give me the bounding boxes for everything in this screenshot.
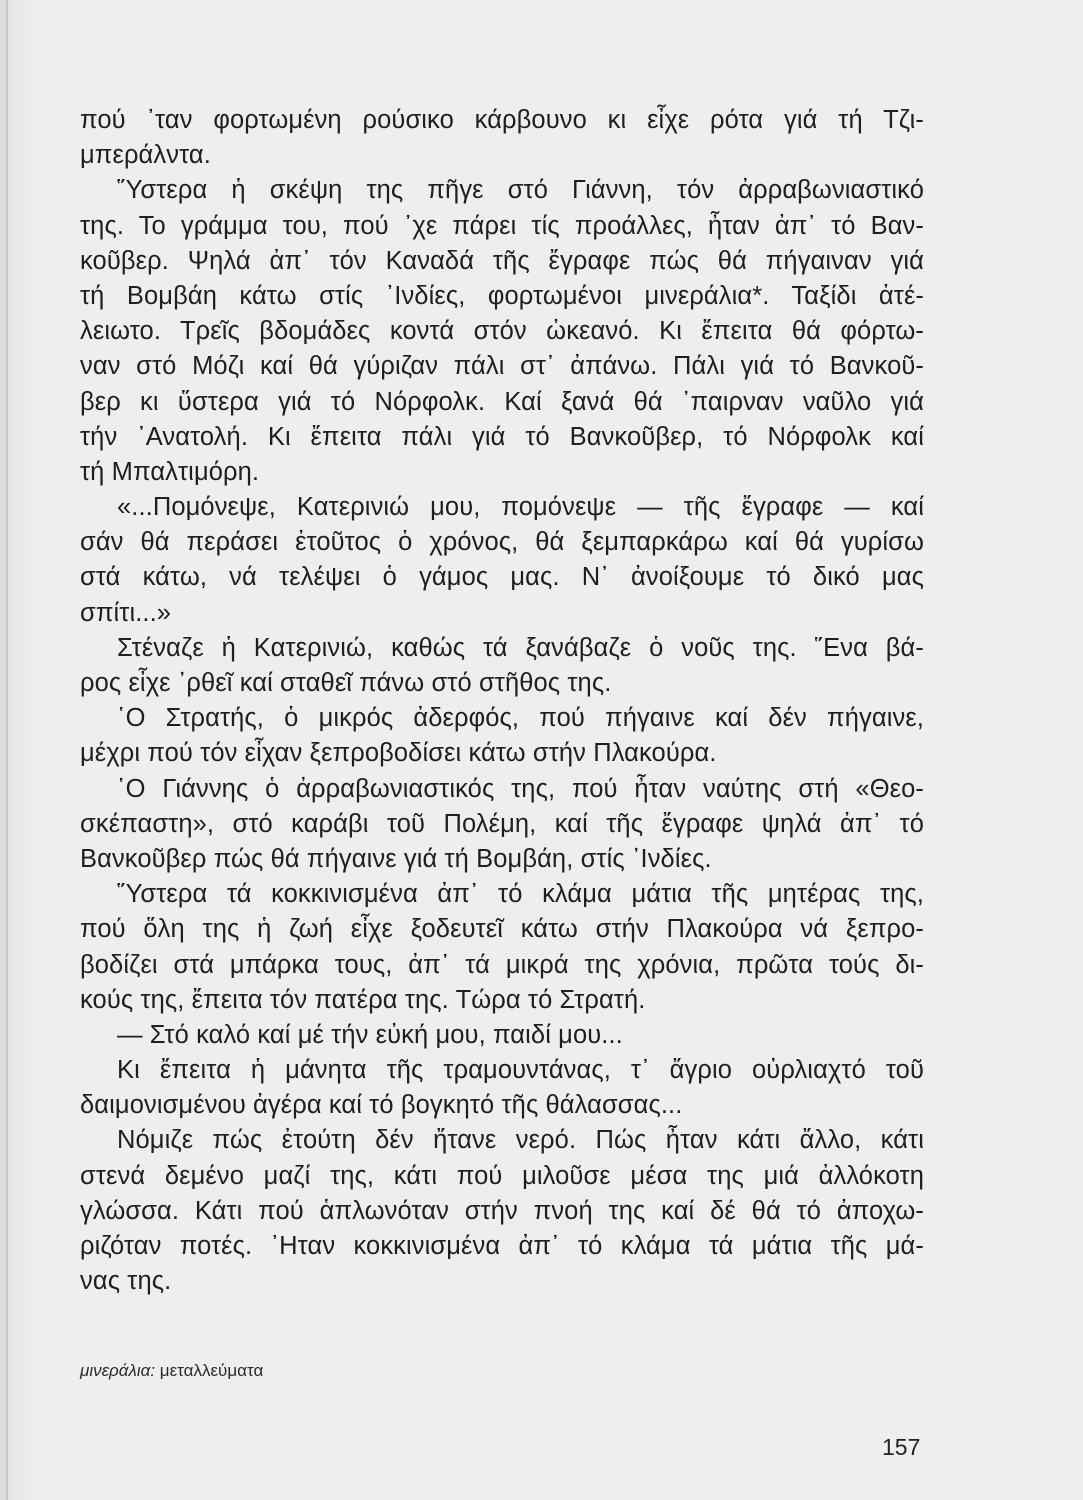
text-line: κούς της, ἔπειτα τόν πατέρα της. Τώρα τό Στρατή. — [80, 985, 646, 1014]
text-line: στά κάτω, νά τελέψει ὁ γάμος μας. Ν᾽ ἀνοίξουμε τό δικό μας — [80, 563, 924, 592]
text-line: Κι ἔπειτα ἡ μάνητα τῆς τραμουντάνας, τ᾽ ἄγριο οὐρλιαχτό τοῦ — [117, 1056, 924, 1085]
text-line: τήν ᾽Ανατολή. Κι ἔπειτα πάλι γιά τό Βανκοῦβερ, τό Νόρφολκ καί — [80, 422, 924, 451]
text-line: πού ὅλη της ἡ ζωή εἶχε ξοδευτεῖ κάτω στήν Πλακούρα νά ξεπρο- — [80, 915, 924, 944]
page-number: 157 — [882, 1434, 921, 1460]
text-line: ναν στό Μόζι καί θά γύριζαν πάλι στ᾽ ἀπάνω. Πάλι γιά τό Βανκοῦ- — [80, 352, 924, 381]
text-line: δαιμονισμένου ἀγέρα καί τό βογκητό τῆς θάλασσας... — [80, 1091, 683, 1120]
text-line: Στέναζε ἡ Κατερινιώ, καθώς τά ξανάβαζε ὁ νοῦς της. ῞Ενα βά- — [117, 633, 924, 662]
text-line: βοδίζει στά μπάρκα τους, ἀπ᾽ τά μικρά της χρόνια, πρῶτα τούς δι- — [80, 950, 924, 979]
text-line: πού ᾽ταν φορτωμένη ρούσικο κάρβουνο κι εἶχε ρότα γιά τή Τζι- — [80, 106, 924, 134]
page-spine-shadow — [6, 0, 8, 1500]
text-line: της. Το γράμμα του, πού ᾽χε πάρει τίς προάλλες, ἦταν ἀπ᾽ τό Βαν- — [80, 211, 924, 240]
body-text — [80, 103, 924, 1299]
text-line: «...Πομόνεψε, Κατερινιώ μου, πομόνεψε — τῆς ἔγραφε — καί — [117, 493, 924, 522]
text-line: σκέπαστη», στό καράβι τοῦ Πολέμη, καί τῆς ἔγραφε ψηλά ἀπ᾽ τό — [80, 809, 924, 838]
text-line: μέχρι πού τόν εἶχαν ξεπροβοδίσει κάτω στήν Πλακούρα. — [80, 739, 717, 768]
text-line: στενά δεμένο μαζί της, κάτι πού μιλοῦσε μέσα της μιά ἀλλόκοτη — [80, 1161, 924, 1190]
text-line: σπίτι...» — [80, 598, 172, 627]
text-line: βερ κι ὕστερα γιά τό Νόρφολκ. Καί ξανά θά ᾽παιρναν ναῦλο γιά — [80, 387, 924, 416]
text-line: ῞Υστερα ἡ σκέψη της πῆγε στό Γιάννη, τόν ἀρραβωνιαστικό — [117, 176, 924, 205]
text-line: νας της. — [80, 1267, 172, 1296]
text-line: Νόμιζε πώς ἐτούτη δέν ἤτανε νερό. Πώς ἦταν κάτι ἄλλο, κάτι — [117, 1126, 924, 1155]
text-line: σάν θά περάσει ἐτοῦτος ὁ χρόνος, θά ξεμπαρκάρω καί θά γυρίσω — [80, 528, 924, 557]
footnote — [80, 1361, 263, 1381]
text-line: ριζόταν ποτές. ᾽Ηταν κοκκινισμένα ἀπ᾽ τό κλάμα τά μάτια τῆς μά- — [80, 1232, 924, 1260]
text-line: ῾Ο Στρατής, ὁ μικρός ἀδερφός, πού πήγαινε καί δέν πήγαινε, — [117, 704, 924, 733]
text-line: μπεράλντα. — [80, 141, 211, 170]
text-line: τή Μπαλτιμόρη. — [80, 457, 260, 486]
text-line: ρος εἶχε ᾽ρθεῖ καί σταθεῖ πάνω στό στῆθος της. — [80, 669, 612, 697]
text-line: κοῦβερ. Ψηλά ἀπ᾽ τόν Καναδά τῆς ἔγραφε πώς θά πήγαιναν γιά — [80, 246, 924, 275]
footnote-definition: μεταλλεύματα — [159, 1361, 264, 1380]
text-line: λειωτο. Τρεῖς βδομάδες κοντά στόν ὠκεανό. Κι ἔπειτα θά φόρτω- — [80, 317, 924, 346]
text-line: τή Βομβάη κάτω στίς ᾽Ινδίες, φορτωμένοι μινεράλια*. Ταξίδι ἀτέ- — [80, 281, 924, 310]
text-line: ῞Υστερα τά κοκκινισμένα ἀπ᾽ τό κλάμα μάτια τῆς μητέρας της, — [117, 880, 924, 909]
text-line: ῾Ο Γιάννης ὁ ἀρραβωνιαστικός της, πού ἦταν ναύτης στή «Θεο- — [117, 774, 924, 803]
footnote-term: μινεράλια: — [80, 1361, 156, 1380]
text-line: γλώσσα. Κάτι πού ἁπλωνόταν στήν πνοή της καί δέ θά τό ἀποχω- — [80, 1196, 924, 1225]
text-line: Βανκοῦβερ πώς θά πήγαινε γιά τή Βομβάη, στίς ᾽Ινδίες. — [80, 844, 712, 873]
text-line: — Στό καλό καί μέ τήν εὐκή μου, παιδί μου... — [117, 1020, 623, 1049]
